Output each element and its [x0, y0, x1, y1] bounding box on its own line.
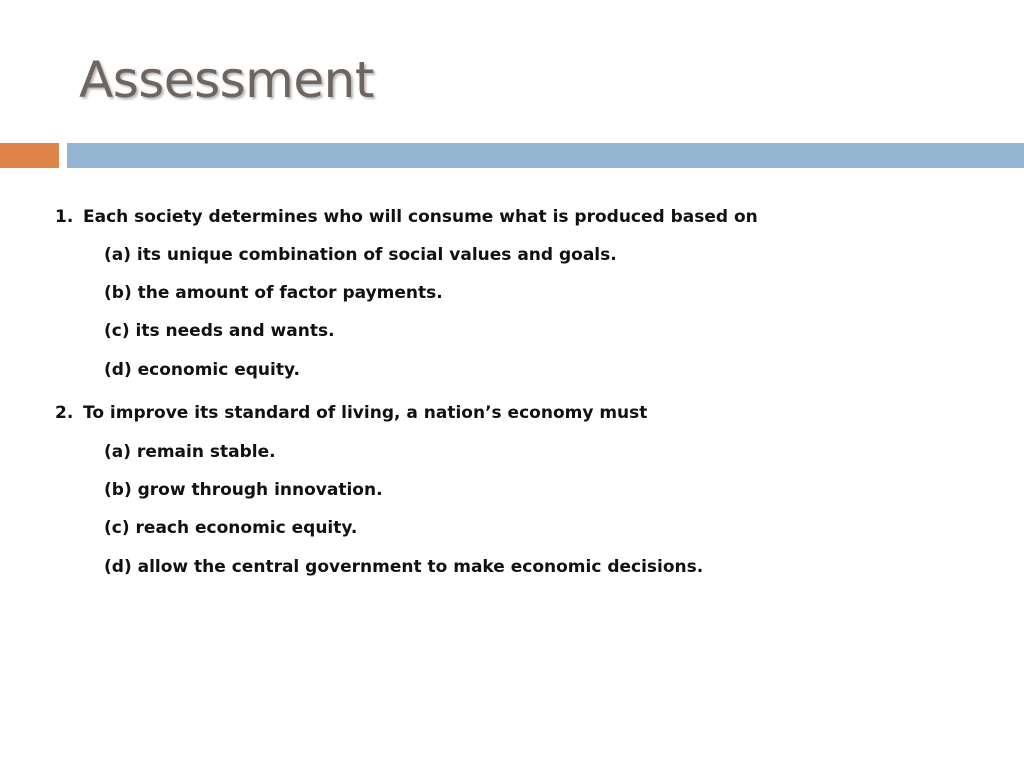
- question-1-stem: [55, 206, 758, 228]
- question-2-option-c: (c) reach economic equity.: [104, 518, 358, 538]
- slide-title: Assessment: [79, 51, 374, 109]
- question-1-option-c: (c) its needs and wants.: [104, 321, 335, 341]
- question-2-option-b: (b) grow through innovation.: [104, 480, 383, 500]
- question-1-option-d: (d) economic equity.: [104, 360, 300, 380]
- question-1-option-a: (a) its unique combination of social values and goals.: [104, 245, 617, 265]
- question-1-number: 1.: [55, 207, 74, 227]
- question-2-text: To improve its standard of living, a nation’s economy must: [83, 403, 648, 423]
- question-2-stem: [55, 402, 647, 424]
- question-2-number: 2.: [55, 403, 74, 423]
- question-1-option-b: (b) the amount of factor payments.: [104, 283, 443, 303]
- question-2-option-a: (a) remain stable.: [104, 442, 276, 462]
- question-1-text: Each society determines who will consume what is produced based on: [83, 207, 758, 227]
- question-2-option-d: (d) allow the central government to make economic decisions.: [104, 557, 704, 577]
